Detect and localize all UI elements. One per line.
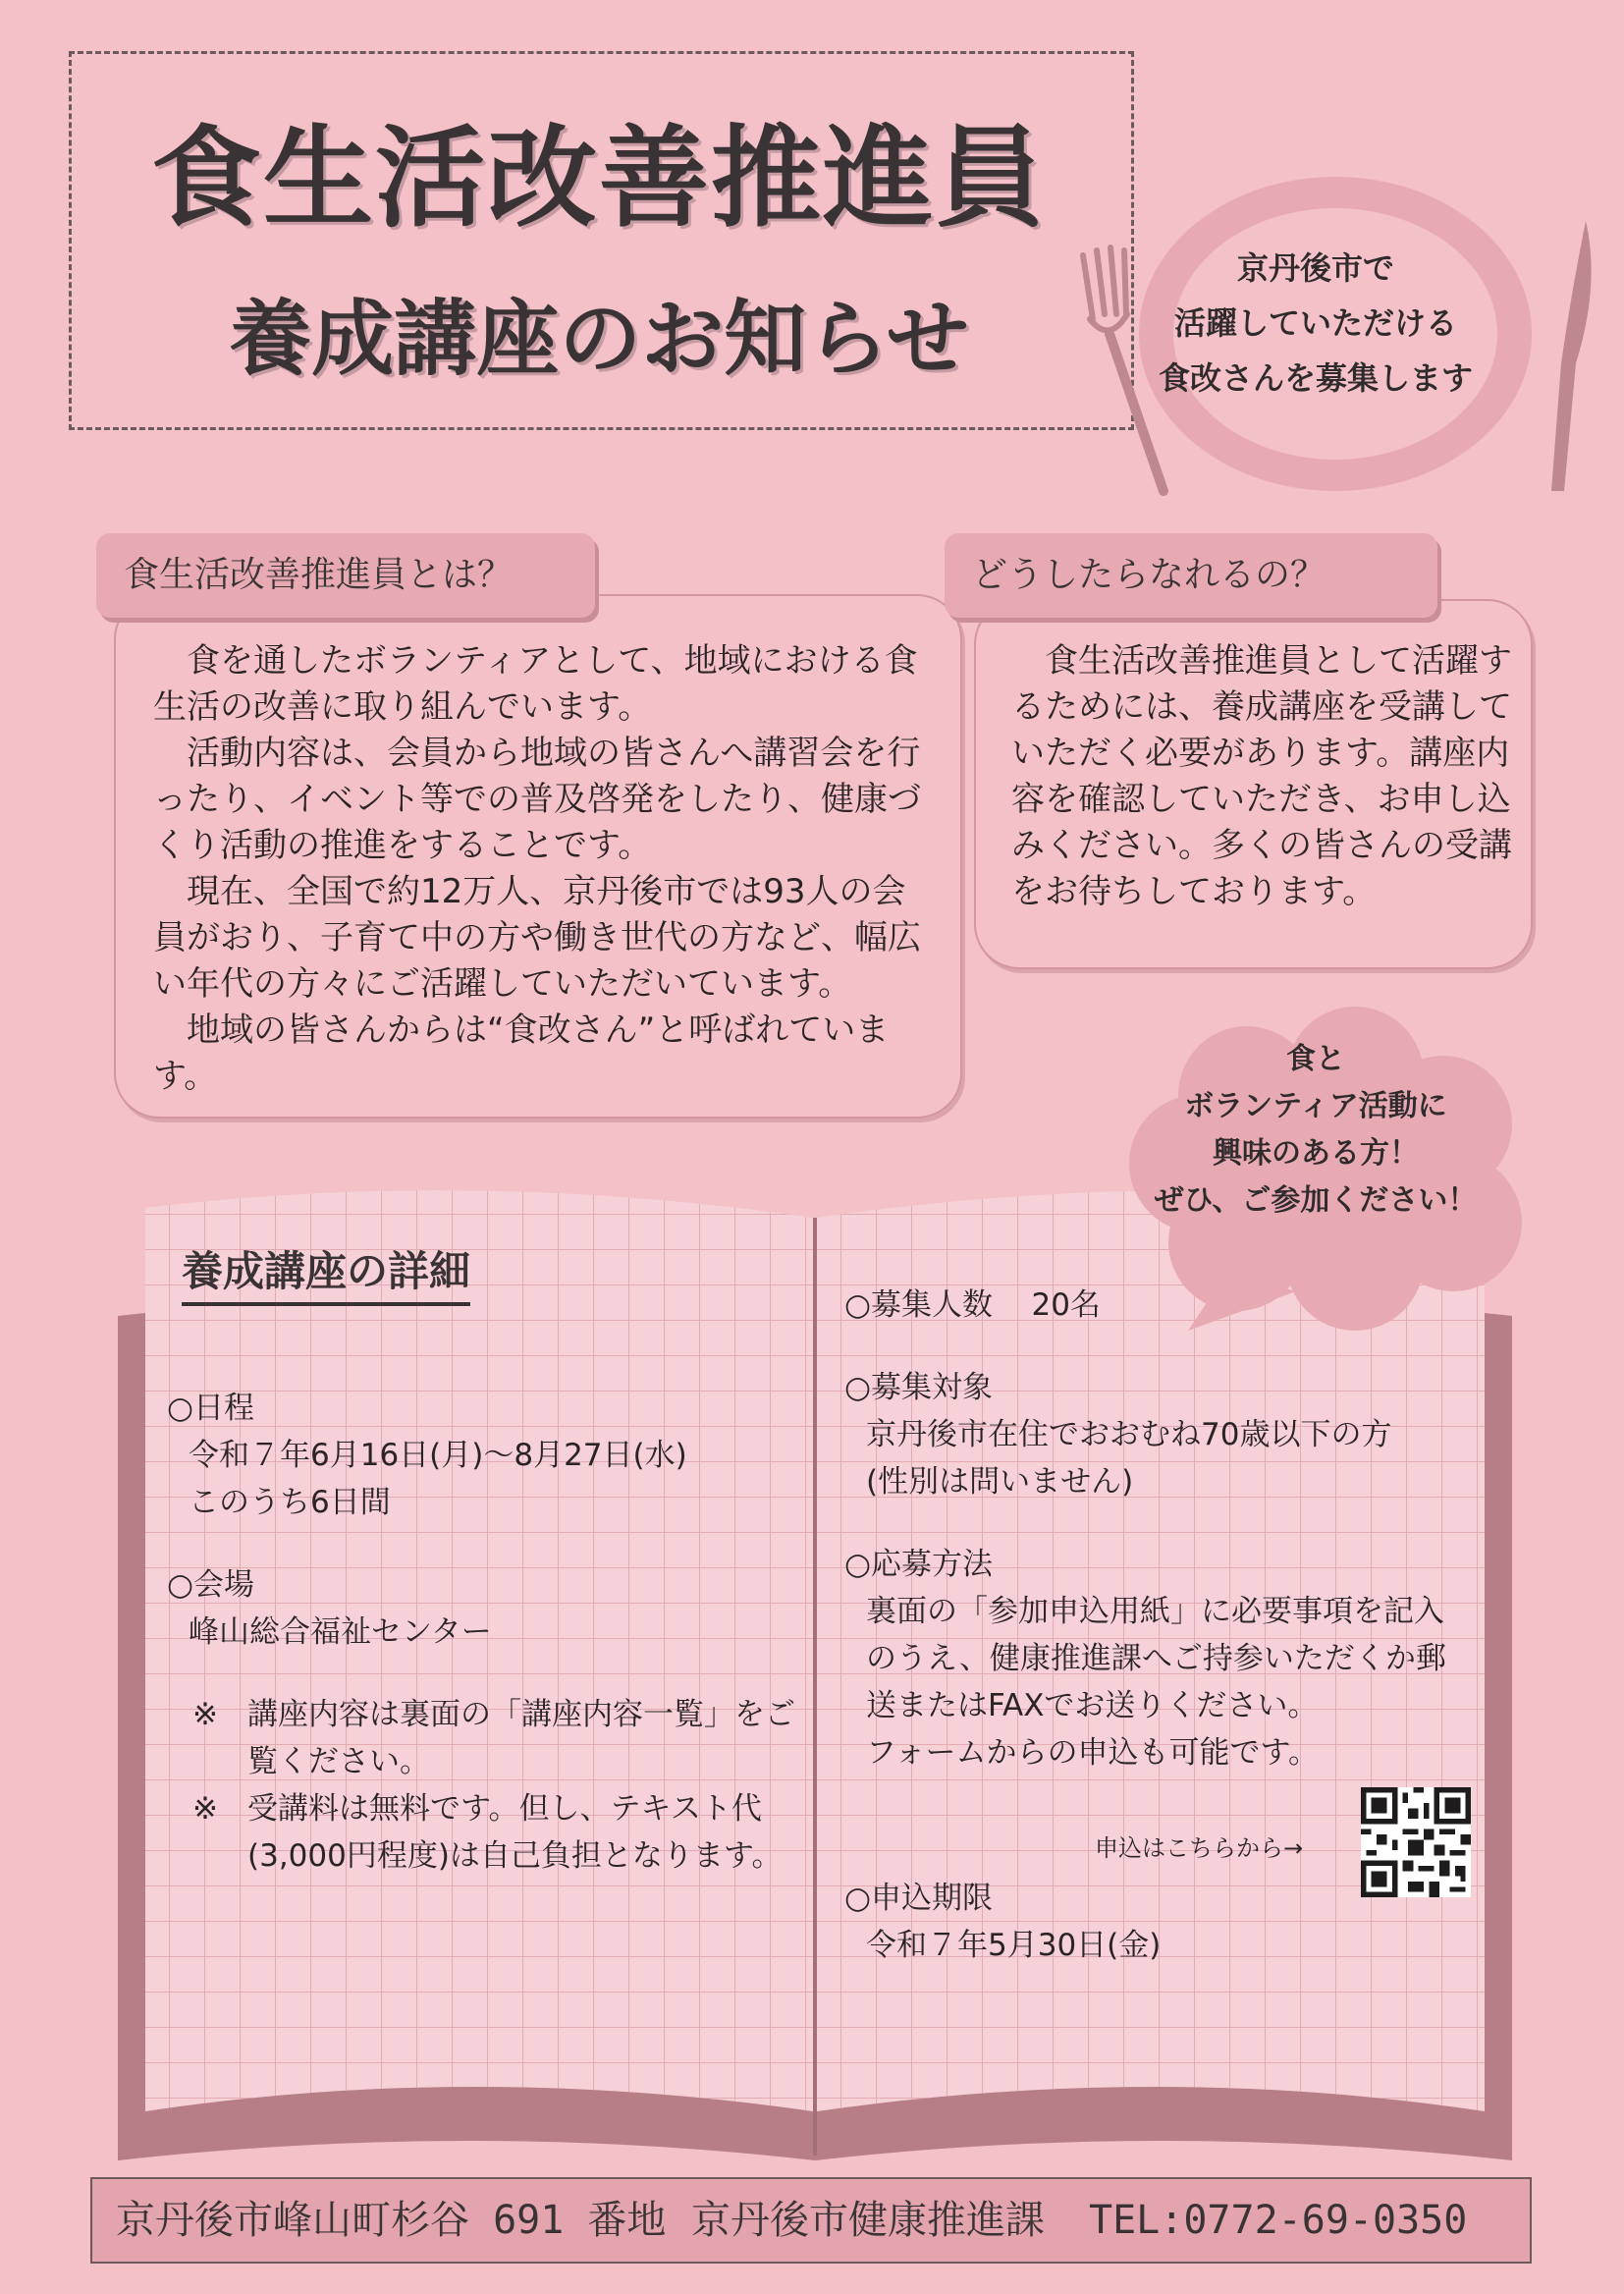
about-paragraph: 活動内容は、会員から地域の皆さんへ講習会を行ったり、イベント等での普及啓発をしたり、健康づくり活動の推進をすることです。 <box>153 734 921 865</box>
about-heading: 食生活改善推進員とは？ <box>96 533 595 618</box>
how-to-paragraph: 食生活改善推進員として活躍するためには、養成講座を受講していただく必要があります。講座内容を確認していただき、お申し込みください。多くの皆さんの受講をお待ちしております。 <box>1011 641 1512 911</box>
note-mark: ※ <box>192 1791 218 1827</box>
plate-line: 京丹後市で <box>1236 249 1394 287</box>
about-paragraph: 現在、全国で約12万人、京丹後市では93人の会員がおり、子育て中の方や働き世代の方など、幅広い年代の方々にご活躍していただいています。 <box>153 872 921 1004</box>
note-item <box>167 1691 815 1785</box>
qr-code-icon[interactable] <box>1361 1787 1471 1897</box>
schedule-label: ○日程 <box>167 1391 255 1426</box>
cloud-line: 食と <box>1286 1042 1345 1076</box>
note-text: 受講料は無料です。但し、テキスト代(3,000円程度)は自己負担となります。 <box>247 1791 783 1874</box>
note-item <box>167 1785 815 1880</box>
capacity-label: ○募集人数 <box>844 1287 994 1323</box>
about-paragraph: 地域の皆さんからは“食改さん”と呼ばれています。 <box>153 1010 890 1096</box>
details-heading: 養成講座の詳細 <box>182 1239 470 1306</box>
target-label: ○募集対象 <box>844 1370 994 1405</box>
cloud-line: 興味のある方！ <box>1213 1136 1419 1171</box>
schedule-dates: 令和７年6月16日(月)～8月27日(水) <box>189 1438 687 1473</box>
page-subtitle: 養成講座のお知らせ <box>229 291 969 387</box>
cloud-message <box>1139 1036 1492 1225</box>
plate-message <box>1154 241 1478 406</box>
plate-line: 活躍していただける <box>1173 304 1457 342</box>
qr-caption: 申込はこちらから→ <box>1095 1834 1304 1862</box>
apply-text: 裏面の「参加申込用紙」に必要事項を記入のうえ、健康推進課へご持参いただくか郵送またはFAXでお送りください。 <box>866 1594 1446 1723</box>
how-to-text <box>1011 638 1512 915</box>
apply-form-text: フォームからの申込も可能です。 <box>866 1735 1319 1771</box>
footer-tel: TEL:0772-69-0350 <box>1089 2198 1468 2243</box>
cloud-line: ボランティア活動に <box>1184 1089 1447 1123</box>
target-note: (性別は問いません) <box>866 1464 1134 1500</box>
details-left-column <box>167 1385 815 1880</box>
note-text: 講座内容は裏面の「講座内容一覧」をご覧ください。 <box>247 1697 795 1779</box>
capacity-row <box>844 1282 1473 1329</box>
capacity-value: 20名 <box>1031 1287 1101 1323</box>
apply-label: ○応募方法 <box>844 1547 994 1582</box>
venue-value: 峰山総合福祉センター <box>189 1614 492 1650</box>
page-title: 食生活改善推進員 <box>151 115 1047 243</box>
deadline-value: 令和７年5月30日(金) <box>866 1928 1162 1963</box>
about-text <box>153 638 929 1100</box>
footer-contact <box>90 2177 1532 2264</box>
deadline-label: ○申込期限 <box>844 1881 994 1916</box>
target-value: 京丹後市在住でおおむね70歳以下の方 <box>866 1417 1392 1452</box>
cloud-line: ぜひ、ご参加ください！ <box>1154 1183 1478 1218</box>
plate-line: 食改さんを募集します <box>1158 359 1473 397</box>
footer-department: 京丹後市健康推進課 <box>691 2198 1045 2243</box>
how-to-heading: どうしたらなれるの？ <box>945 533 1437 618</box>
footer-address: 京丹後市峰山町杉谷 691 番地 <box>116 2198 667 2243</box>
about-paragraph: 食を通したボランティアとして、地域における食生活の改善に取り組んでいます。 <box>153 641 918 727</box>
note-mark: ※ <box>192 1697 218 1732</box>
schedule-days: このうち6日間 <box>189 1485 391 1520</box>
venue-label: ○会場 <box>167 1567 255 1603</box>
knife-icon <box>1551 221 1592 491</box>
